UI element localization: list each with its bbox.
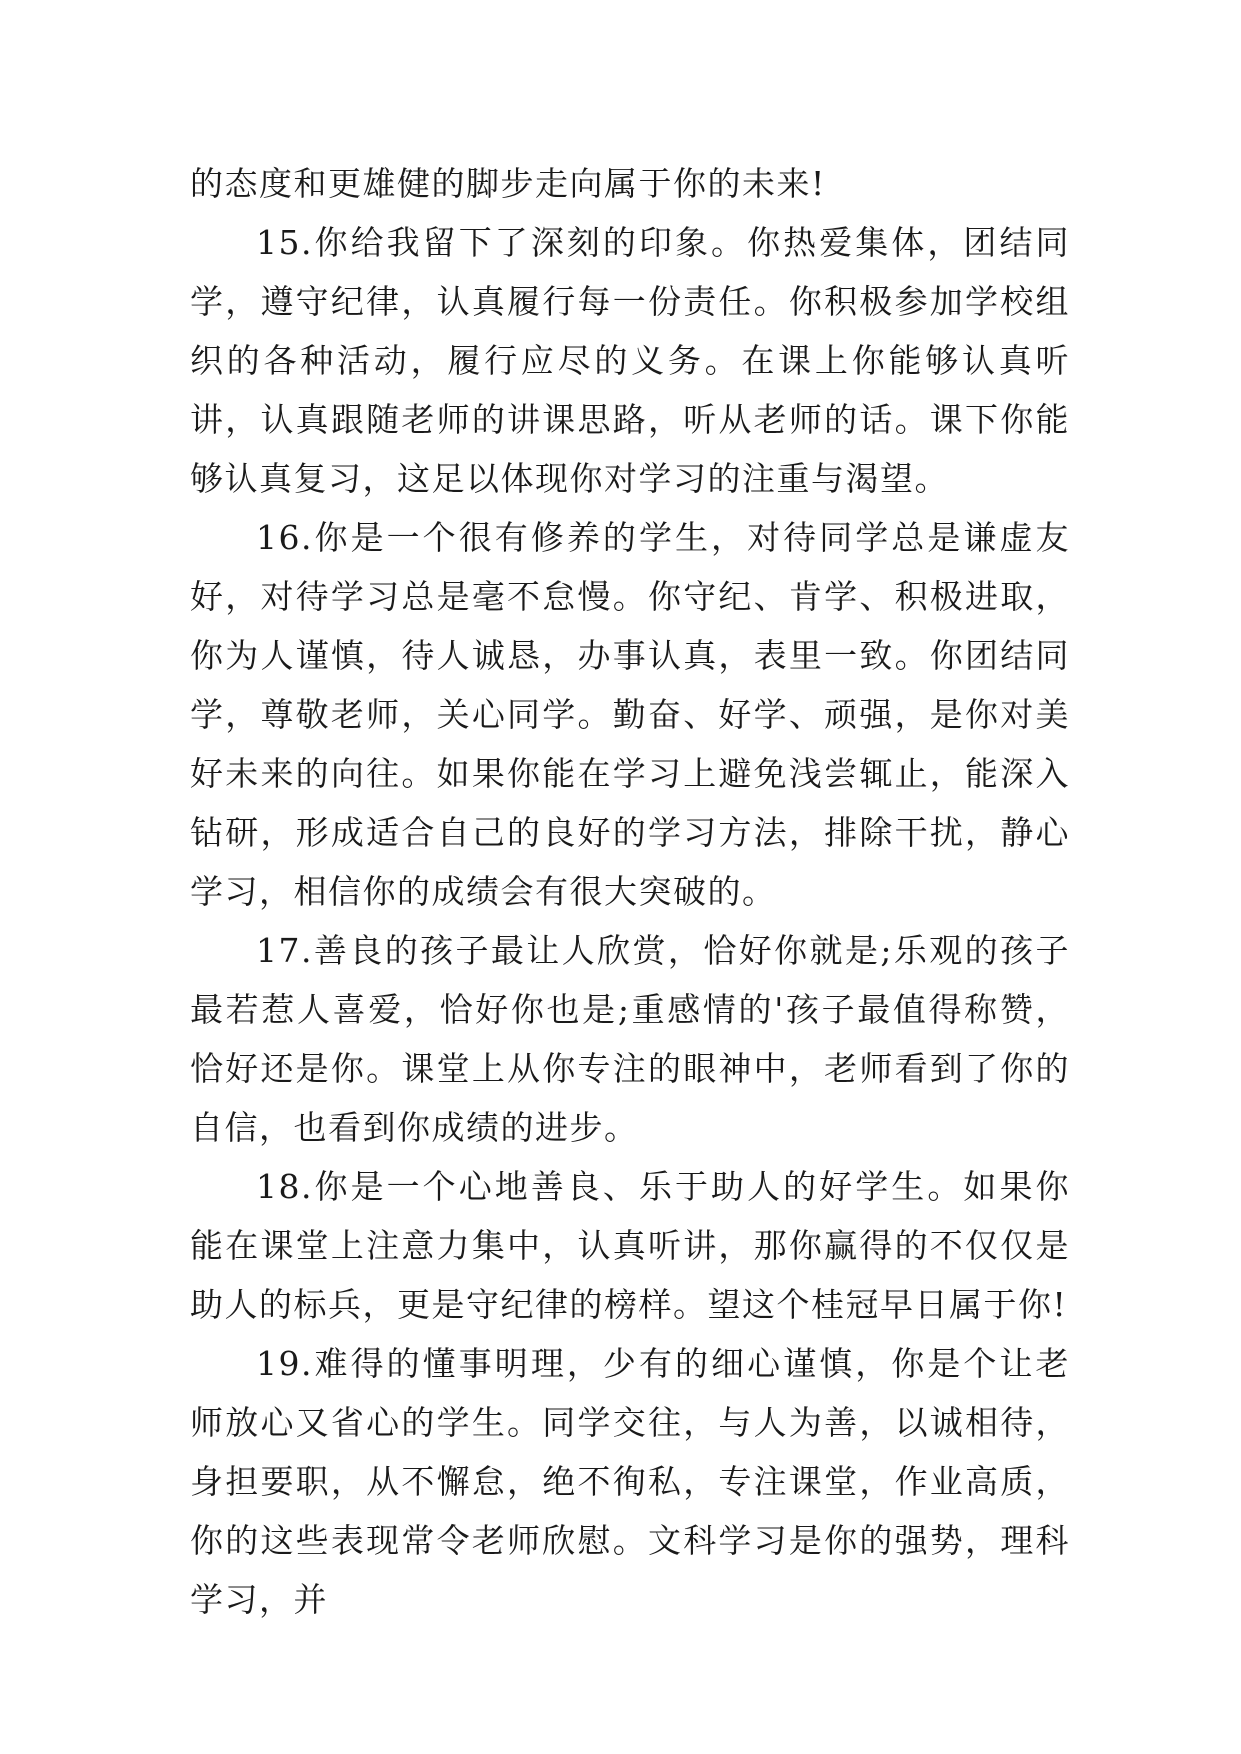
paragraph-item-19: 19.难得的懂事明理，少有的细心谨慎，你是个让老师放心又省心的学生。同学交往，与人为善，以诚相待，身担要职，从不懈怠，绝不徇私，专注课堂，作业高质，你的这些表现常令老师欣慰。文科学习是你的强势，理科学习，并 [190,1344,1070,1619]
paragraph-item-16: 16.你是一个很有修养的学生，对待同学总是谦虚友好，对待学习总是毫不怠慢。你守纪、肯学、积极进取，你为人谨慎，待人诚恳，办事认真，表里一致。你团结同学，尊敬老师，关心同学。勤奋、好学、顽强，是你对美好未来的向往。如果你能在学习上避免浅尝辄止，能深入钻研，形成适合自己的良好的学习方法，排除干扰，静心学习，相信你的成绩会有很大突破的。 [190,518,1070,911]
document-body [190,154,1070,1629]
paragraph-item-18: 18.你是一个心地善良、乐于助人的好学生。如果你能在课堂上注意力集中，认真听讲，那你赢得的不仅仅是助人的标兵，更是守纪律的榜样。望这个桂冠早日属于你! [190,1167,1070,1324]
paragraph-continuation: 的态度和更雄健的脚步走向属于你的未来! [190,164,826,203]
paragraph-item-17: 17.善良的孩子最让人欣赏，恰好你就是;乐观的孩子最若惹人喜爱，恰好你也是;重感情的'孩子最值得称赞，恰好还是你。课堂上从你专注的眼神中，老师看到了你的自信，也看到你成绩的进步。 [190,931,1070,1147]
paragraph-item-15: 15.你给我留下了深刻的印象。你热爱集体，团结同学，遵守纪律，认真履行每一份责任。你积极参加学校组织的各种活动，履行应尽的义务。在课上你能够认真听讲，认真跟随老师的讲课思路，听从老师的话。课下你能够认真复习，这足以体现你对学习的注重与渴望。 [190,223,1070,498]
